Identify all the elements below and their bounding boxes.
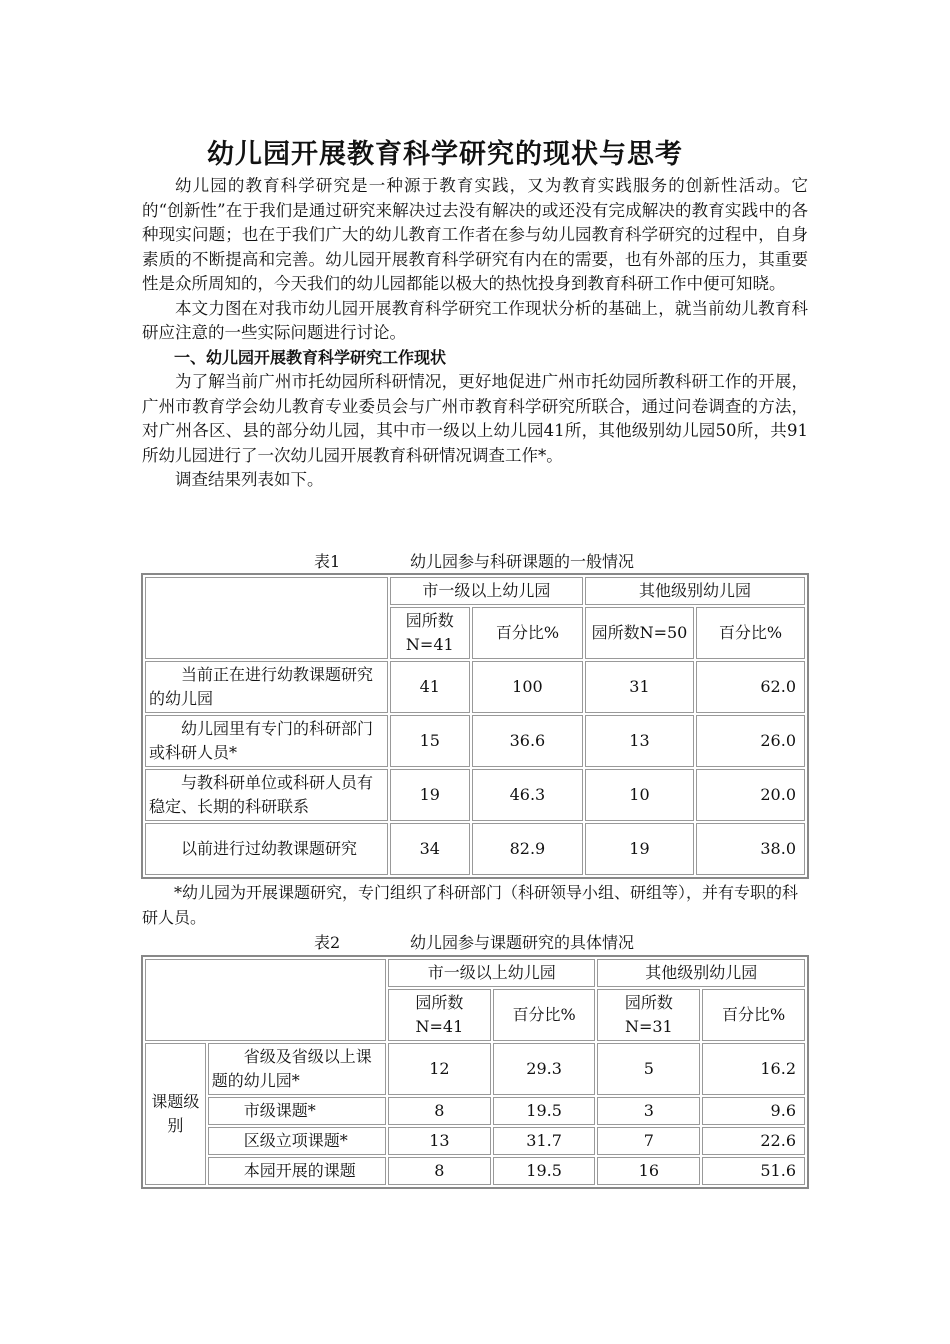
cell-value: 22.6 [702, 1127, 805, 1155]
section-heading: 一、幼儿园开展教育科学研究工作现状 [174, 347, 447, 367]
table-row [145, 823, 805, 875]
cell-value: 100 [472, 661, 583, 713]
row-label: 区级立项课题* [208, 1127, 386, 1155]
table-row [145, 1043, 805, 1095]
cell-value: 20.0 [696, 769, 805, 821]
table2 [141, 955, 809, 1189]
row-label: 市级课题* [208, 1097, 386, 1125]
table1-caption [0, 549, 950, 573]
cell-value: 16.2 [702, 1043, 805, 1095]
document-title: 幼儿园开展教育科学研究的现状与思考 [207, 139, 683, 170]
cell-value: 82.9 [472, 823, 583, 875]
table-row [145, 1097, 805, 1125]
row-label: 与教科研单位或科研人员有稳定、长期的科研联系 [145, 769, 388, 821]
table2-col-percent-2: 百分比% [702, 989, 805, 1041]
cell-value: 62.0 [696, 661, 805, 713]
cell-value: 8 [388, 1097, 491, 1125]
table2-col-count-1: 园所数N=41 [388, 989, 491, 1041]
table2-group-header-2: 其他级别幼儿园 [597, 959, 805, 987]
table-row [145, 769, 805, 821]
cell-value: 19.5 [493, 1097, 596, 1125]
cell-value: 12 [388, 1043, 491, 1095]
table1-caption-number: 表1 [314, 552, 341, 571]
cell-value: 38.0 [696, 823, 805, 875]
row-label: 幼儿园里有专门的科研部门或科研人员* [145, 715, 388, 767]
cell-value: 16 [597, 1157, 700, 1185]
cell-value: 41 [390, 661, 470, 713]
cell-value: 31.7 [493, 1127, 596, 1155]
cell-value: 15 [390, 715, 470, 767]
table2-caption [0, 930, 950, 954]
cell-value: 9.6 [702, 1097, 805, 1125]
cell-value: 19 [390, 769, 470, 821]
table1-col-count-2: 园所数N=50 [585, 607, 694, 659]
table2-group-header-1: 市一级以上幼儿园 [388, 959, 595, 987]
paragraph-results-intro: 调查结果列表如下。 [175, 470, 324, 489]
cell-value: 13 [388, 1127, 491, 1155]
table2-corner-cell [145, 959, 386, 1041]
cell-value: 51.6 [702, 1157, 805, 1185]
cell-value: 5 [597, 1043, 700, 1095]
paragraph-intro: 幼儿园的教育科学研究是一种源于教育实践，又为教育实践服务的创新性活动。它的“创新性”在于我们是通过研究来解决过去没有解决的或还没有完成解决的教育实践中的各种现实问题；也在于我们广大的幼儿教育工作者在参与幼儿园教育科学研究的过程中，自身素质的不断提高和完善。幼儿园开展教育科学研究有内在的需要，也有外部的压力，其重要性是众所周知的，今天我们的幼儿园都能以极大的热忱投身到教育科研工作中便可知晓。 [142, 176, 808, 293]
table1-group-header-1: 市一级以上幼儿园 [390, 577, 583, 605]
paragraph-survey: 为了解当前广州市托幼园所科研情况，更好地促进广州市托幼园所教科研工作的开展，广州市教育学会幼儿教育专业委员会与广州市教育科学研究所联合，通过问卷调查的方法，对广州各区、县的部分幼儿园，其中市一级以上幼儿园41所，其他级别幼儿园50所，共91所幼儿园进行了一次幼儿园开展教育科研情况调查工作*。 [142, 372, 808, 465]
table2-caption-text: 幼儿园参与课题研究的具体情况 [410, 933, 635, 952]
cell-value: 29.3 [493, 1043, 596, 1095]
cell-value: 26.0 [696, 715, 805, 767]
table-row [145, 715, 805, 767]
table-row [145, 1157, 805, 1185]
cell-value: 36.6 [472, 715, 583, 767]
table-row [145, 1127, 805, 1155]
cell-value: 8 [388, 1157, 491, 1185]
table1-col-percent-1: 百分比% [472, 607, 583, 659]
table2-col-percent-1: 百分比% [493, 989, 596, 1041]
cell-value: 34 [390, 823, 470, 875]
cell-value: 19.5 [493, 1157, 596, 1185]
paragraph-purpose: 本文力图在对我市幼儿园开展教育科学研究工作现状分析的基础上，就当前幼儿教育科研应注意的一些实际问题进行讨论。 [142, 298, 808, 342]
table2-side-label: 课题级别 [145, 1043, 206, 1185]
cell-value: 31 [585, 661, 694, 713]
table1-group-header-2: 其他级别幼儿园 [585, 577, 805, 605]
row-label: 省级及省级以上课题的幼儿园* [208, 1043, 386, 1095]
body-text [142, 174, 808, 493]
cell-value: 7 [597, 1127, 700, 1155]
table2-col-count-2: 园所数N=31 [597, 989, 700, 1041]
cell-value: 46.3 [472, 769, 583, 821]
table1-caption-text: 幼儿园参与科研课题的一般情况 [410, 552, 635, 571]
row-label: 当前正在进行幼教课题研究的幼儿园 [145, 661, 388, 713]
table1-col-percent-2: 百分比% [696, 607, 805, 659]
cell-value: 19 [585, 823, 694, 875]
table1-col-count-1: 园所数N=41 [390, 607, 470, 659]
table-row [145, 661, 805, 713]
table2-caption-number: 表2 [314, 933, 341, 952]
table1-footnote: *幼儿园为开展课题研究，专门组织了科研部门（科研领导小组、研组等），并有专职的科研人员。 [142, 883, 799, 927]
row-label: 本园开展的课题 [208, 1157, 386, 1185]
cell-value: 3 [597, 1097, 700, 1125]
table1-corner-cell [145, 577, 388, 659]
row-label: 以前进行过幼教课题研究 [145, 823, 388, 875]
cell-value: 13 [585, 715, 694, 767]
table1 [141, 573, 809, 879]
cell-value: 10 [585, 769, 694, 821]
